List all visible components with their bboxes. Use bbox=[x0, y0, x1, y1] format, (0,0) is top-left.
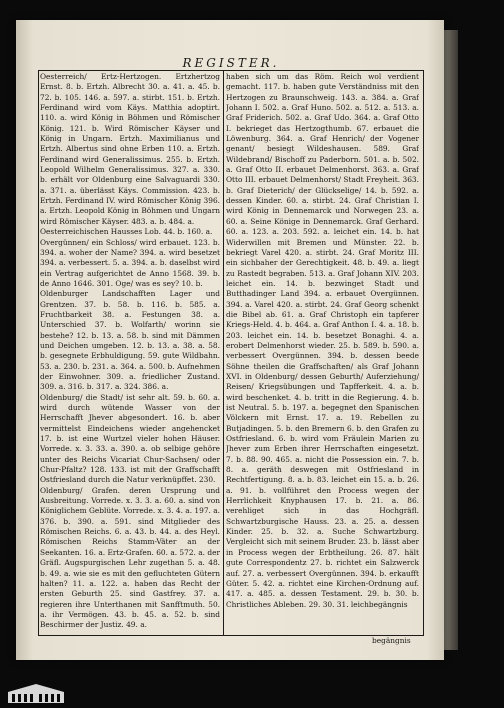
column-divider bbox=[223, 70, 224, 636]
right-column bbox=[226, 72, 419, 632]
index-entry: Oldenburg/ die Stadt/ ist sehr alt. 59. b. 60. a. wird durch wütende Wasser von der Herrschafft Jhever abgesondert. 16. b. aber vermittelst Eindeichens wieder angehencket 17. b. ist eine Wurtzel vieler hohen Häuser. Vorrede. x. 3. 33. a. 390. a. ob selbige gehöre unter des Reichs Vicariat Chur-Sachsen/ oder Chur-Pfaltz? 128. 133. ist mit der Graffschafft Ostfriesland durch die Natur verknüpffet. 230. bbox=[40, 392, 220, 485]
bottom-rule bbox=[38, 635, 424, 636]
library-logo-icon bbox=[6, 682, 66, 704]
right-rule bbox=[423, 70, 424, 636]
footer-bar bbox=[0, 680, 504, 708]
left-rule bbox=[38, 70, 39, 636]
index-entry: Oesterreich/ Ertz-Hertzogen. Ertzhertzog Ernst. 8. b. Ertzh. Albrecht 30. a. 41. a. 45. b. 72. b. 105. 146. a. 597. a. stirbt. 151. b. Ertzh. Ferdinand wird vom Käys. Matthia adoptirt. 110. a. wird König in Böhmen und Römischer König. 121. b. Wird Römischer Käyser und König in Ungarn. Ertzh. Maximilianus und Ertzh. Albertus sind ohne Erben 110. a. Ertzh. Ferdinand wird Generalissimus. 255. b. Ertzh. Leopold Wilhelm Generalissimus. 327. a. 330. b. erhält vor Oldenburg eine Salvaguardi 330. a. 371. a. überlässt Käys. Commission. 423. b. Ertzh. Ferdinand IV. wird Römischer König 396. a. Ertzh. Leopold König in Böhmen und Ungarn wird Römischer Käyser. 483. a. b. 484. a. bbox=[40, 72, 220, 226]
page-header: REGISTER. bbox=[182, 56, 280, 70]
left-column bbox=[40, 72, 220, 632]
index-entry: Oldenburg/ Grafen. deren Ursprung und Ausbreitung. Vorrede. x. 3. 3. a. 60. a. sind von Königlichem Geblüte. Vorrede. x. 3. 4. a. 197. a. 376. b. 390. a. 591. sind Mitglieder des Römischen Reichs. 6. a. 43. b. 44. a. des Heyl. Römischen Reichs Stamm-Väter an der Seekanten. 16. a. Ertz-Grafen. 60. a. 572. a. der Gräfl. Augspurgischen Lehr zugethan 5. a. 48. b. 49. a. wie sie es mit den gefluchteten Gütern halten? 11. a. 122. a. haben das Recht der ersten Geburth 25. sind Gastfrey. 37. a. regieren ihre Unterthanen mit Sanfftmuth. 50. a. ihr Vermögen. 43. b. 45. a. 52. b. sind Beschirmer der Justiz. 49. a. bbox=[40, 485, 220, 630]
index-entry: Overgünnen/ ein Schloss/ wird erbauet. 123. b. 394. a. woher der Name? 394. a. wird besetzet 394. a. verbessert. 5. a. 394. a. b. daselbst wird ein Vertrag aufgerichtet de Anno 1568. 39. b. de Anno 1646. 301. Oge/ was es sey? 10. b. bbox=[40, 237, 220, 288]
index-entry: haben sich um das Röm. Reich wol verdient gemacht. 117. b. haben gute Verständniss mit den Hertzogen zu Braunschweig. 143. a. 384. a. Graf Johann I. 502. a. Graf Huno. 502. a. 512. a. 513. a. Graf Friderich. 502. a. Graf Udo. 364. a. Graf Otto I. bekrieget das Hertzogthumb. 67. erbauet die Löwenburg. 364. a. Graf Henrich/ der Vogener genant/ besiegt Wildeshausen. 589. Graf Wildebrand/ Bischoff zu Paderborn. 501. a. b. 502. a. Graf Otto II. erbauet Delmenhorst. 363. a. Graf Otto III. erbauet Delmenhorst/ Stadt Freyheit. 363. b. Graf Dieterich/ der Glückselige/ 14. b. 592. a. dessen Kinder. 60. a. stirbt. 24. Graf Christian I. wird König in Dennemarck und Norwegen 23. a. 60. a. Seine Könige in Dennemarck. Graf Gerhard. 60. a. 123. a. 203. 592. a. leichet ein. 14. b. hat Widerwillen mit Bremen und Münster. 22. b. bekriegt Varel 420. a. stirbt. 24. Graf Moritz III. ein sichbaher der Gerechtigkeit. 48. b. 49. a. liegt zu Rastedt begraben. 513. a. Graf Johann XIV. 203. leichet ein. 14. b. bezwinget Stadt und Butthadinger Land 394. a. erbauet Overgünnen. 394. a. Varel 420. a. stirbt. 24. Graf Georg schenkt die Bibel ab. 61. a. Graf Christoph ein tapferer Kriegs-Held. 4. b. 464. a. Graf Anthon I. 4. a. 18. b. 203. leichet ein. 14. b. besetzet Bonaghi. 4. a. erobert Delmenhorst wieder. 25. b. 589. b. 590. a. verbessert Overgünnen. 394. b. dessen beede Söhne theilen die Graffschaften/ als Graf Johann XVI. in Oldenburg/ dessen Geburth/ Auferziehung/ Reisen/ Kriegsübungen und Tapfferkeit. 4. a. b. wird beschenket. 4. b. tritt in die Regierung. 4. b. ist Neutral. 5. b. 197. a. begegnet den Spanischen Völckern mit Ernst. 17. a. 19. Rebellen zu Butjadingen. 5. b. den Bremern 6. b. den Grafen zu Ostfriesland. 6. b. wird vom Fräulein Marien zu Jhever zum Erben ihrer Herrschaften eingesetzt. 7. b. 88. 90. 465. a. nicht die Possession ein. 7. b. 8. a. geräth deswegen mit Ostfriesland in Rechtfertigung. 8. a. b. 83. leichet ein 15. a. b. 26. a. 91. b. vollführet den Process wegen der Herrlichkeit Knyphausen 17. b. 21. a. 86. verehliget sich in das Hochgräfl. Schwartzburgische Hauss. 23. a. 25. a. dessen Kinder. 25. b. 32. a. Suche Schwartzburg. Vergleicht sich mit seinem Bruder. 23. b. lässt aber in Process wegen der Erbtheilung. 26. 87. hält gute Correspondentz 27. b. richtet ein Salzwerck auf. 27. a. verbessert Overgünnen. 394. b. erkaufft Güter. 5. 42. a. richtet eine Kirchen-Ordnung auf. 417. a. 485. a. dessen Testament. 29. b. 30. b. Christliches Ableben. 29. 30. 31. leichbegängnis bbox=[226, 72, 419, 609]
index-entry: Oesterreichischen Hausses Lob. 44. b. 160. a. bbox=[40, 227, 213, 237]
catchword: begängnis bbox=[372, 636, 411, 645]
index-entry: Oldenburger Landschafften Lager und Grentzen. 37. b. 58. b. 116. b. 585. a. Fruchtbarkeit 38. a. Festungen 38. a. Unterschied 37. b. Wolfarth/ worinn sie bestehe? 12. b. 13. a. 58. b. sind mit Dämmen und Deichen umgeben. 12. b. 13. a. 38. a. 58. b. gesegnete Erbhuldigung. 59. gute Wildbahn. 53. a. 230. b. 231. a. 364. a. 500. b. Aufnehmen der Einwohner. 309. a. friedlicher Zustand. 309. a. 316. b. 317. a. 324. 386. a. bbox=[40, 289, 220, 392]
